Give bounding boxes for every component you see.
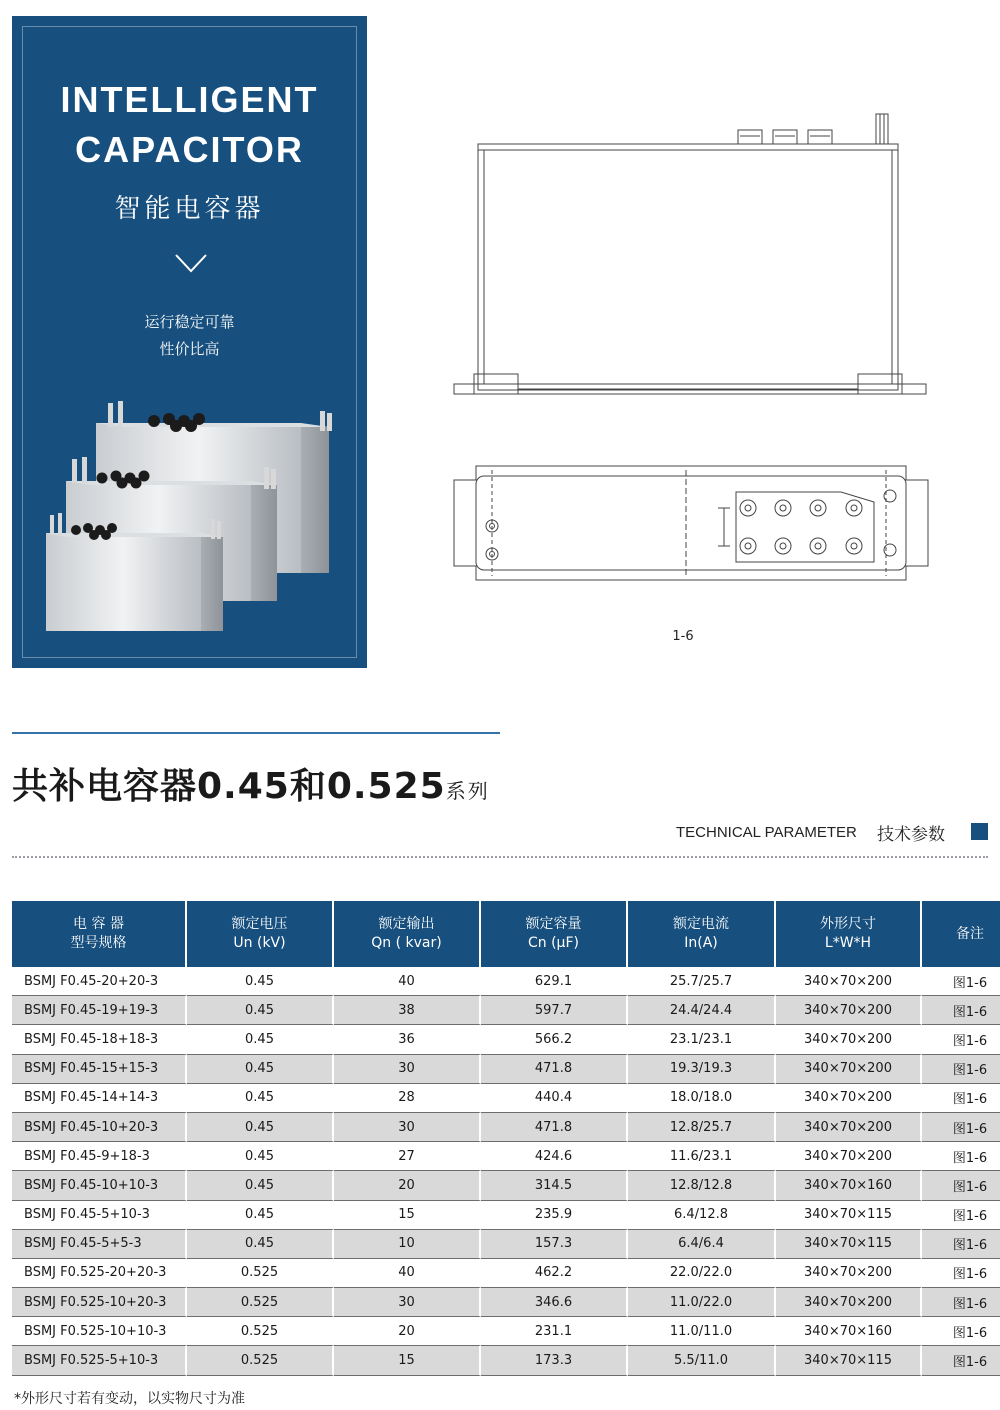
cell-voltage: 0.525 [187,1317,334,1346]
header-output: 额定输出 Qn ( kvar) [334,901,481,967]
table-row [12,1317,1000,1346]
cell-current: 11.6/23.1 [628,1142,776,1171]
cell-current: 12.8/12.8 [628,1171,776,1200]
header-dimensions: 外形尺寸 L*W*H [776,901,922,967]
cell-current: 19.3/19.3 [628,1055,776,1084]
cell-current: 6.4/12.8 [628,1201,776,1230]
cell-dimensions: 340×70×200 [776,1142,922,1171]
table-row [12,1171,1000,1200]
table-row [12,967,1000,996]
cell-model: BSMJ F0.525-10+20-3 [12,1288,187,1317]
cell-output: 30 [334,1055,481,1084]
cell-voltage: 0.45 [187,996,334,1025]
cell-model: BSMJ F0.45-20+20-3 [12,967,187,996]
header-capacitance: 额定容量 Cn (μF) [481,901,628,967]
cell-remarks: 图1-6 [922,1025,1000,1054]
table-row [12,1230,1000,1259]
series-title-suffix: 系列 [445,779,490,803]
cell-remarks: 图1-6 [922,1171,1000,1200]
cell-current: 5.5/11.0 [628,1346,776,1375]
cell-remarks: 图1-6 [922,1113,1000,1142]
cell-capacitance: 629.1 [481,967,628,996]
cell-model: BSMJ F0.525-20+20-3 [12,1259,187,1288]
cell-output: 36 [334,1025,481,1054]
cell-dimensions: 340×70×200 [776,1259,922,1288]
cell-model: BSMJ F0.45-5+5-3 [12,1230,187,1259]
cell-voltage: 0.45 [187,1230,334,1259]
cell-dimensions: 340×70×200 [776,1084,922,1113]
cell-output: 15 [334,1346,481,1375]
cell-voltage: 0.525 [187,1346,334,1375]
top-view-drawing [446,462,936,584]
hero-title-cn: 智能电容器 [114,194,265,224]
cell-remarks: 图1-6 [922,1055,1000,1084]
cell-model: BSMJ F0.45-5+10-3 [12,1201,187,1230]
hero-panel [12,16,367,668]
spec-table [12,901,1000,1376]
cell-current: 11.0/11.0 [628,1317,776,1346]
cell-voltage: 0.525 [187,1288,334,1317]
side-view-drawing [448,106,938,406]
table-row [12,1055,1000,1084]
cell-model: BSMJ F0.525-10+10-3 [12,1317,187,1346]
cell-output: 20 [334,1317,481,1346]
cell-dimensions: 340×70×200 [776,1055,922,1084]
cell-model: BSMJ F0.45-9+18-3 [12,1142,187,1171]
cell-model: BSMJ F0.45-15+15-3 [12,1055,187,1084]
square-marker-icon [971,823,988,840]
cell-dimensions: 340×70×115 [776,1230,922,1259]
cell-voltage: 0.45 [187,1113,334,1142]
cell-voltage: 0.45 [187,1055,334,1084]
cell-current: 12.8/25.7 [628,1113,776,1142]
hero-subtitle-line1: 运行稳定可靠 [144,313,235,331]
figure-label: 1-6 [672,629,694,644]
technical-parameter-label: TECHNICAL PARAMETER [676,824,857,841]
cell-remarks: 图1-6 [922,1142,1000,1171]
cell-current: 23.1/23.1 [628,1025,776,1054]
cell-output: 30 [334,1288,481,1317]
cell-dimensions: 340×70×200 [776,1025,922,1054]
cell-current: 6.4/6.4 [628,1230,776,1259]
cell-voltage: 0.45 [187,1171,334,1200]
cell-voltage: 0.45 [187,1201,334,1230]
cell-output: 10 [334,1230,481,1259]
cell-model: BSMJ F0.45-10+20-3 [12,1113,187,1142]
table-row [12,1084,1000,1113]
cell-dimensions: 340×70×115 [776,1201,922,1230]
cell-voltage: 0.45 [187,967,334,996]
cell-current: 25.7/25.7 [628,967,776,996]
cell-remarks: 图1-6 [922,1288,1000,1317]
cell-voltage: 0.45 [187,1025,334,1054]
cell-output: 27 [334,1142,481,1171]
cell-remarks: 图1-6 [922,1201,1000,1230]
cell-capacitance: 235.9 [481,1201,628,1230]
cell-remarks: 图1-6 [922,1317,1000,1346]
cell-current: 24.4/24.4 [628,996,776,1025]
cell-remarks: 图1-6 [922,996,1000,1025]
spec-table-body [12,967,1000,1376]
header-current: 额定电流 In(A) [628,901,776,967]
series-title [12,758,490,808]
cell-current: 22.0/22.0 [628,1259,776,1288]
table-row [12,1288,1000,1317]
table-row [12,1142,1000,1171]
cell-remarks: 图1-6 [922,1346,1000,1375]
cell-remarks: 图1-6 [922,1084,1000,1113]
cell-remarks: 图1-6 [922,967,1000,996]
cell-output: 40 [334,1259,481,1288]
dotted-divider [12,856,988,858]
table-row [12,1025,1000,1054]
table-row [12,1113,1000,1142]
cell-model: BSMJ F0.45-14+14-3 [12,1084,187,1113]
cell-capacitance: 462.2 [481,1259,628,1288]
cell-output: 20 [334,1171,481,1200]
cell-model: BSMJ F0.45-10+10-3 [12,1171,187,1200]
cell-output: 28 [334,1084,481,1113]
cell-voltage: 0.45 [187,1142,334,1171]
cell-remarks: 图1-6 [922,1259,1000,1288]
cell-voltage: 0.45 [187,1084,334,1113]
hero-title-line2: CAPACITOR [75,129,304,170]
capacitor-product-image [36,401,356,641]
cell-capacitance: 471.8 [481,1055,628,1084]
cell-capacitance: 597.7 [481,996,628,1025]
cell-dimensions: 340×70×160 [776,1317,922,1346]
cell-capacitance: 157.3 [481,1230,628,1259]
cell-output: 30 [334,1113,481,1142]
table-row [12,1346,1000,1375]
cell-voltage: 0.525 [187,1259,334,1288]
cell-capacitance: 173.3 [481,1346,628,1375]
cell-capacitance: 440.4 [481,1084,628,1113]
cell-dimensions: 340×70×200 [776,1113,922,1142]
cell-capacitance: 346.6 [481,1288,628,1317]
header-voltage: 额定电压 Un (kV) [187,901,334,967]
table-row [12,1259,1000,1288]
cell-current: 18.0/18.0 [628,1084,776,1113]
series-title-main: 共补电容器0.45和0.525 [12,766,446,807]
chevron-down-icon [174,252,208,274]
cell-model: BSMJ F0.525-5+10-3 [12,1346,187,1375]
footnote: *外形尺寸若有变动，以实物尺寸为准 [14,1391,245,1407]
cell-output: 40 [334,967,481,996]
table-row [12,996,1000,1025]
cell-remarks: 图1-6 [922,1230,1000,1259]
cell-current: 11.0/22.0 [628,1288,776,1317]
header-model: 电 容 器 型号规格 [12,901,187,967]
cell-capacitance: 314.5 [481,1171,628,1200]
cell-dimensions: 340×70×115 [776,1346,922,1375]
cell-capacitance: 566.2 [481,1025,628,1054]
cell-output: 15 [334,1201,481,1230]
cell-capacitance: 471.8 [481,1113,628,1142]
cell-model: BSMJ F0.45-19+19-3 [12,996,187,1025]
table-header-row [12,901,1000,967]
table-row [12,1201,1000,1230]
technical-parameter-cn-label: 技术参数 [877,825,945,845]
cell-output: 38 [334,996,481,1025]
cell-dimensions: 340×70×200 [776,1288,922,1317]
cell-dimensions: 340×70×160 [776,1171,922,1200]
cell-model: BSMJ F0.45-18+18-3 [12,1025,187,1054]
hero-subtitle-line2: 性价比高 [159,340,220,358]
header-remarks: 备注 [922,901,1000,967]
hero-title-line1: INTELLIGENT [60,79,319,120]
cell-dimensions: 340×70×200 [776,967,922,996]
section-top-rule [12,732,500,734]
cell-capacitance: 231.1 [481,1317,628,1346]
cell-dimensions: 340×70×200 [776,996,922,1025]
cell-capacitance: 424.6 [481,1142,628,1171]
